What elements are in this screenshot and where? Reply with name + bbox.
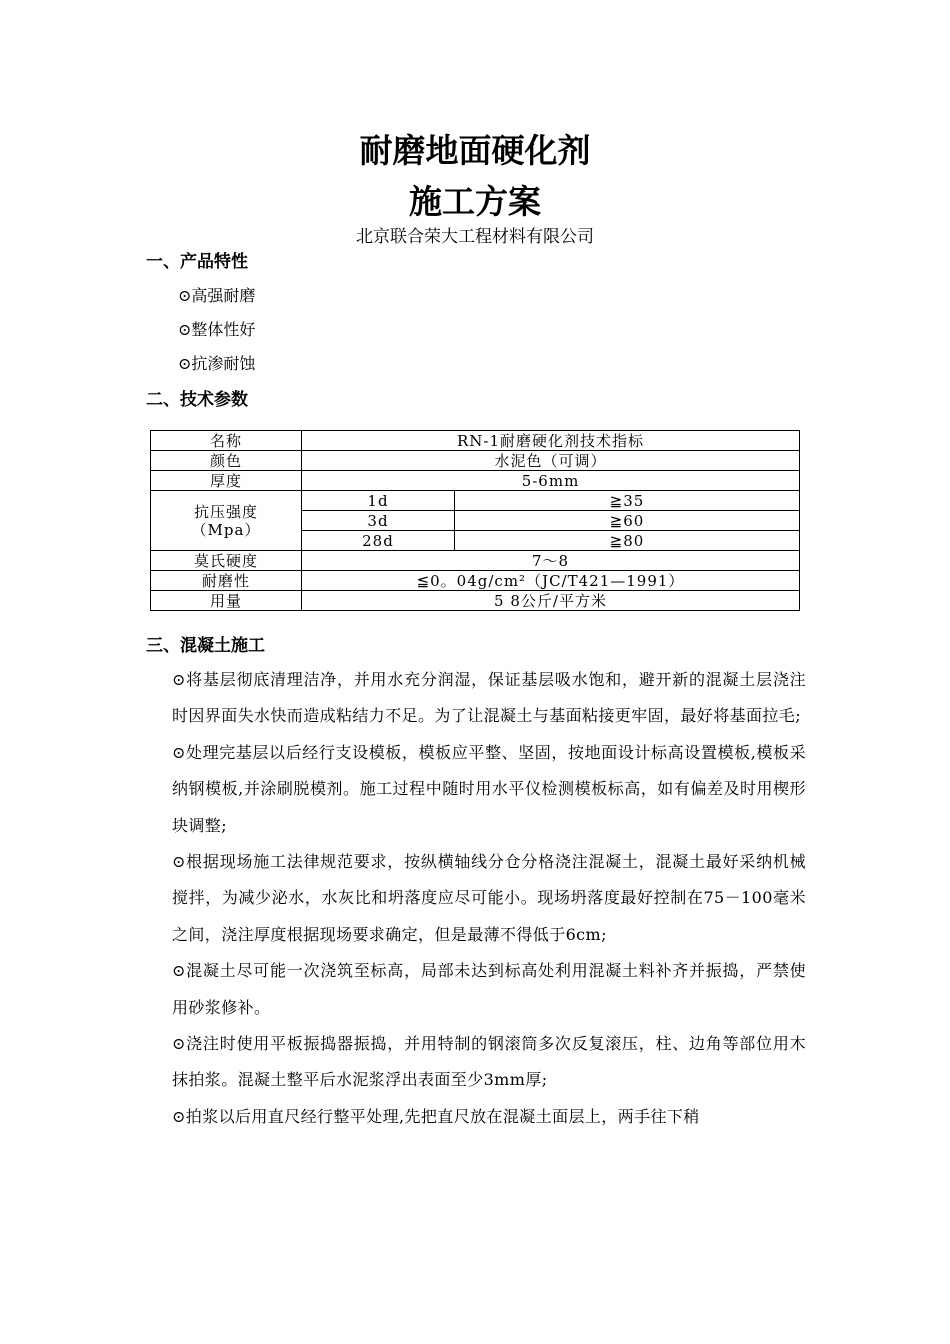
table-cell-value: ≧80 [455, 531, 800, 551]
feature-item: ⊙抗渗耐蚀 [178, 354, 256, 373]
section-heading-concrete-construction: 三、混凝土施工 [146, 636, 265, 656]
table-cell-label-strength [151, 491, 302, 551]
construction-paragraph: ⊙将基层彻底清理洁净，并用水充分润湿，保证基层吸水饱和，避开新的混凝土层浇注时因界面失水快而造成粘结力不足。为了让混凝土与基面粘接更牢固，最好将基面拉毛; [172, 670, 806, 726]
table-row [151, 551, 800, 571]
table-cell-value: 水泥色（可调） [302, 451, 800, 471]
section-heading-technical-parameters: 二、技术参数 [146, 390, 248, 410]
construction-paragraph: ⊙根据现场施工法律规范要求，按纵横轴线分仓分格浇注混凝土，混凝土最好采纳机械搅拌，为减少泌水，水灰比和坍落度应尽可能小。现场坍落度最好控制在75－100毫米之间，浇注厚度根据现场要求确定，但是最薄不得低于6cm; [172, 852, 806, 944]
table-row [151, 431, 800, 451]
table-cell-label: 耐磨性 [151, 571, 302, 591]
table-cell-label: 用量 [151, 591, 302, 611]
table-row [151, 471, 800, 491]
table-cell-value: ≧35 [455, 491, 800, 511]
table-cell-label: 厚度 [151, 471, 302, 491]
table-cell-label: 颜色 [151, 451, 302, 471]
section-heading-product-features: 一、产品特性 [146, 252, 248, 272]
table-row [151, 591, 800, 611]
table-cell-age: 3d [302, 511, 455, 531]
construction-paragraph: ⊙拍浆以后用直尺经行整平处理,先把直尺放在混凝土面层上，两手往下稍 [172, 1106, 700, 1126]
table-cell-label: 莫氏硬度 [151, 551, 302, 571]
table-cell-value: 5-6mm [302, 471, 800, 491]
table-row [151, 451, 800, 471]
table-cell-value: ≧60 [455, 511, 800, 531]
strength-label: 抗压强度 [193, 502, 258, 521]
feature-item: ⊙高强耐磨 [178, 286, 256, 305]
company-name: 北京联合荣大工程材料有限公司 [356, 227, 594, 247]
construction-paragraph: ⊙处理完基层以后经行支设模板，模板应平整、坚固，按地面设计标高设置模板,模板采纳钢模板,并涂刷脱模剂。施工过程中随时用水平仪检测模板标高，如有偏差及时用楔形块调整; [172, 742, 806, 835]
technical-parameters-table [150, 430, 800, 611]
table-cell-label: 名称 [151, 431, 302, 451]
table-cell-value: 5 8公斤/平方米 [302, 591, 800, 611]
table-cell-value: 7～8 [302, 551, 800, 571]
construction-steps [172, 662, 806, 1135]
feature-item: ⊙整体性好 [178, 320, 256, 339]
table-row [151, 491, 800, 511]
table-cell-age: 1d [302, 491, 455, 511]
document-subtitle: 施工方案 [409, 182, 541, 221]
construction-paragraph: ⊙浇注时使用平板振捣器振捣，并用特制的钢滚筒多次反复滚压，柱、边角等部位用木抹拍浆。混凝土整平后水泥浆浮出表面至少3mm厚; [172, 1034, 806, 1090]
table-row [151, 571, 800, 591]
table-cell-value: RN-1耐磨硬化剂技术指标 [302, 431, 800, 451]
document-title: 耐磨地面硬化剂 [359, 131, 591, 170]
table-cell-age: 28d [302, 531, 455, 551]
table-cell-value: ≦0。04g/cm²（JC/T421—1991） [302, 571, 800, 591]
construction-paragraph: ⊙混凝土尽可能一次浇筑至标高，局部未达到标高处利用混凝土料补齐并振捣，严禁使用砂浆修补。 [172, 961, 806, 1017]
strength-unit: （Mpa） [191, 520, 261, 539]
